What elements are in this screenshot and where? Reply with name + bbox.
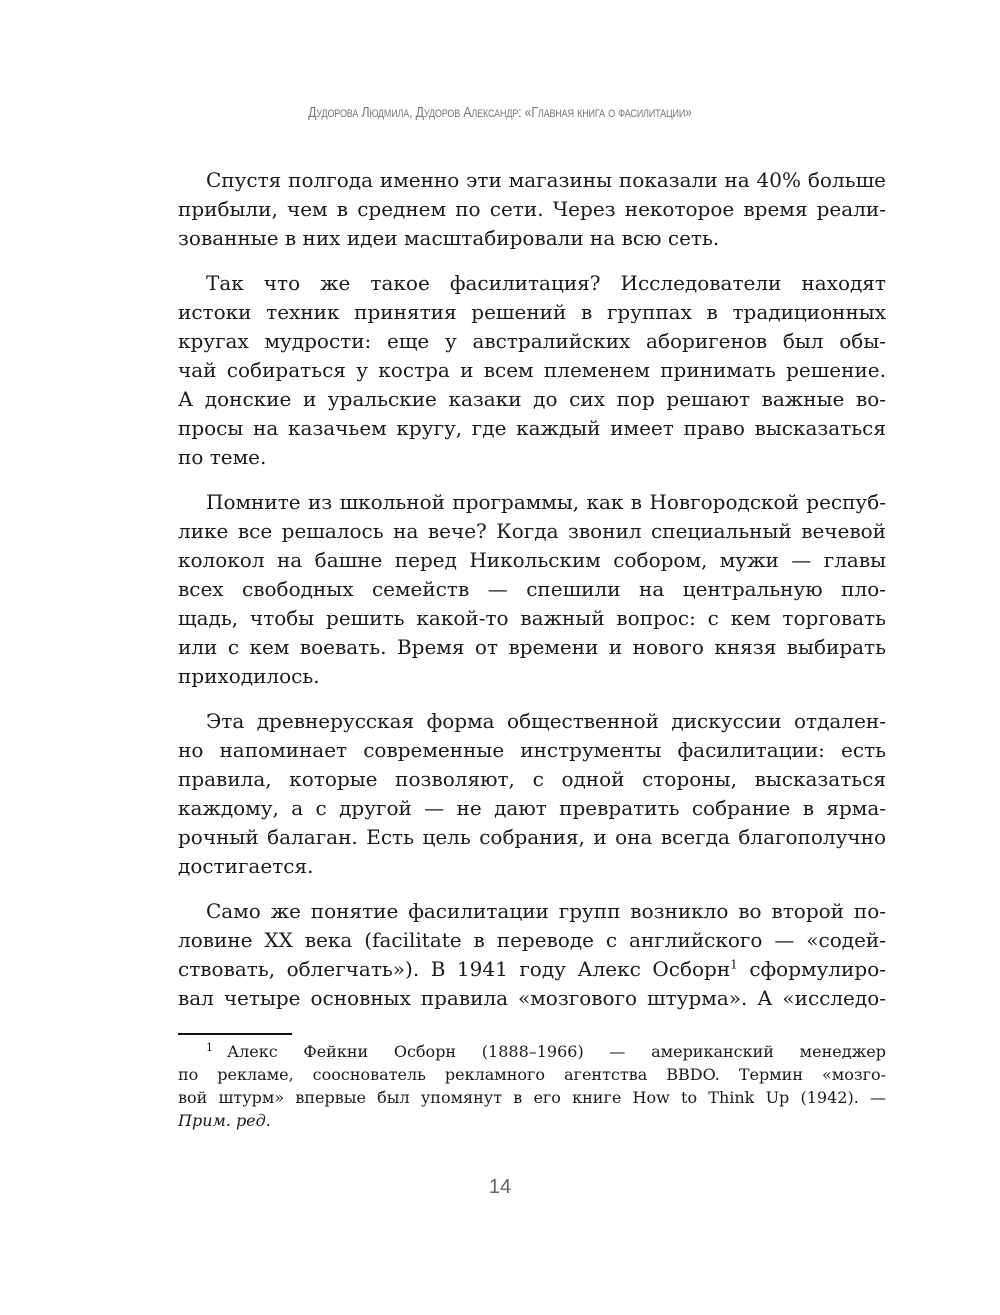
footnote (178, 1040, 886, 1132)
text-line: чай собираться у костра и всем племенем принимать решение. (178, 358, 886, 382)
text-line: ловине XX века (facilitate в переводе с английского — «содей- (178, 928, 886, 952)
text-line: но напоминает современные инструменты фасилитации: есть (178, 738, 886, 762)
page-number: 14 (488, 1176, 512, 1198)
text-span: сформулиро- (737, 957, 886, 981)
text-line: прибыли, чем в среднем по сети. Через некоторое время реали- (178, 197, 886, 221)
text-line: или с кем воевать. Время от времени и нового князя выбирать (178, 635, 886, 659)
paragraph (178, 269, 886, 472)
paragraph (178, 707, 886, 881)
text-line: Спустя полгода именно эти магазины показали на 40% больше (206, 168, 886, 192)
footnote-reference[interactable]: 1 (730, 957, 738, 972)
text-line: Само же понятие фасилитации групп возникло во второй по- (206, 899, 886, 923)
text-line: правила, которые позволяют, с одной стороны, высказаться (178, 767, 886, 791)
text-line: рочный балаган. Есть цель собрания, и она всегда благополучно (178, 825, 886, 849)
text-line: Эта древнерусская форма общественной дискуссии отдален- (206, 709, 886, 733)
footnote-line: вой штурм» впервые был упомянут в его книге How to Think Up (1942). — (178, 1088, 886, 1107)
paragraph (178, 897, 886, 1013)
text-line: лике все решалось на вече? Когда звонил специальный вечевой (178, 519, 886, 543)
footnote-note-text: Прим. ред. (178, 1111, 271, 1130)
text-line: Так что же такое фасилитация? Исследователи находят (206, 271, 886, 295)
text-line: Помните из школьной программы, как в Новгородской респуб- (206, 490, 886, 514)
text-line: приходилось. (178, 664, 320, 688)
running-header: Дудорова Людмила, Дудоров Александр: «Главная книга о фасилитации» (308, 104, 692, 121)
footnote-line: по рекламе, сооснователь рекламного агентства BBDO. Термин «мозго- (178, 1065, 886, 1084)
text-line: колокол на башне перед Никольским собором, мужи — главы (178, 548, 886, 572)
footnote-note (178, 1109, 886, 1132)
text-line: вал четыре основных правила «мозгового штурма». А «исследо- (178, 986, 886, 1010)
text-line: просы на казачьем кругу, где каждый имеет право высказаться (178, 416, 886, 440)
text-line: каждому, а с другой — не дают превратить собрание в ярма- (178, 796, 886, 820)
text-line: кругах мудрости: еще у австралийских аборигенов был обы- (178, 329, 886, 353)
body-text (178, 166, 886, 1029)
text-line: истоки техник принятия решений в группах в традиционных (178, 300, 886, 324)
footnote-rule (178, 1033, 292, 1035)
footnote-number: 1 (206, 1040, 213, 1054)
text-span: ствовать, облегчать»). В 1941 году Алекс Осборн (178, 957, 731, 981)
footnote-line: Алекс Фейкни Осборн (1888–1966) — американский менеджер (227, 1042, 886, 1061)
text-line: всех свободных семейств — спешили на центральную пло- (178, 577, 886, 601)
text-line (178, 955, 886, 984)
paragraph (178, 488, 886, 691)
text-line: щадь, чтобы решить какой-то важный вопрос: с кем торговать (178, 606, 886, 630)
text-line: по теме. (178, 445, 267, 469)
text-line: зованные в них идеи масштабировали на всю сеть. (178, 226, 720, 250)
text-line: А донские и уральские казаки до сих пор решают важные во- (178, 387, 886, 411)
text-line: достигается. (178, 854, 314, 878)
paragraph (178, 166, 886, 253)
